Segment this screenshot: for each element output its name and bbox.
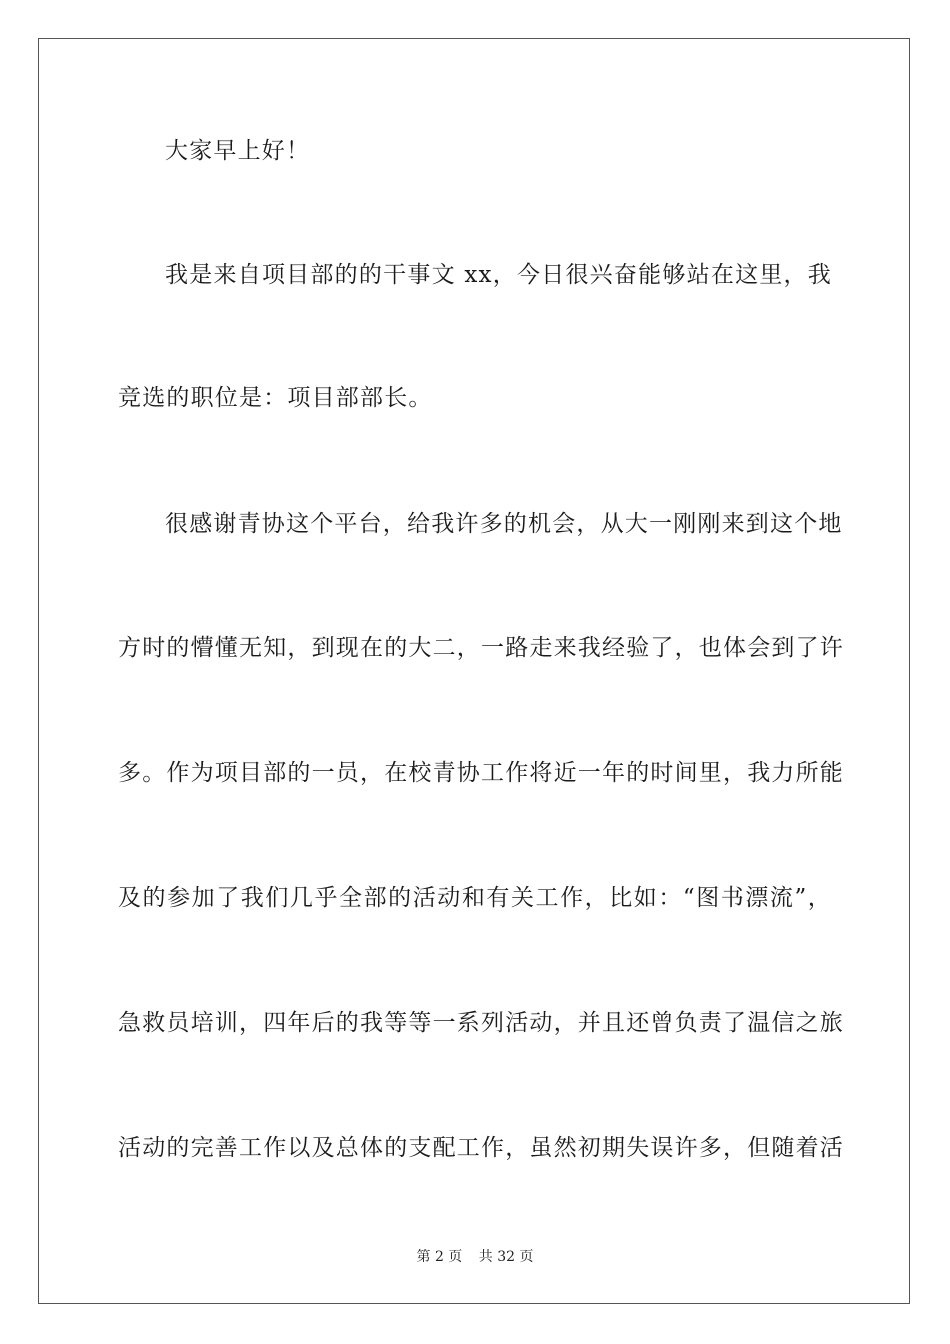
page-number: 第 2 页 xyxy=(416,1249,463,1265)
paragraph-line: 多。作为项目部的一员，在校青协工作将近一年的时间里，我力所能 xyxy=(118,760,844,786)
paragraph-line: 我是来自项目部的的干事文 xx，今日很兴奋能够站在这里，我 xyxy=(165,262,832,288)
paragraph-line: 急救员培训，四年后的我等等一系列活动，并且还曾负责了温信之旅 xyxy=(118,1010,844,1036)
page-footer xyxy=(0,1248,950,1266)
page-border xyxy=(38,38,910,1304)
page-total: 共 32 页 xyxy=(478,1249,534,1265)
paragraph-greeting: 大家早上好！ xyxy=(165,138,311,164)
paragraph-line: 方时的懵懂无知，到现在的大二，一路走来我经验了，也体会到了许 xyxy=(118,635,844,661)
paragraph-line: 很感谢青协这个平台，给我许多的机会，从大一刚刚来到这个地 xyxy=(165,511,843,537)
paragraph-line: 竞选的职位是：项目部部长。 xyxy=(118,385,433,411)
paragraph-line: 及的参加了我们几乎全部的活动和有关工作，比如：“图书漂流”， xyxy=(118,885,832,911)
paragraph-line: 活动的完善工作以及总体的支配工作，虽然初期失误许多，但随着活 xyxy=(118,1135,844,1161)
